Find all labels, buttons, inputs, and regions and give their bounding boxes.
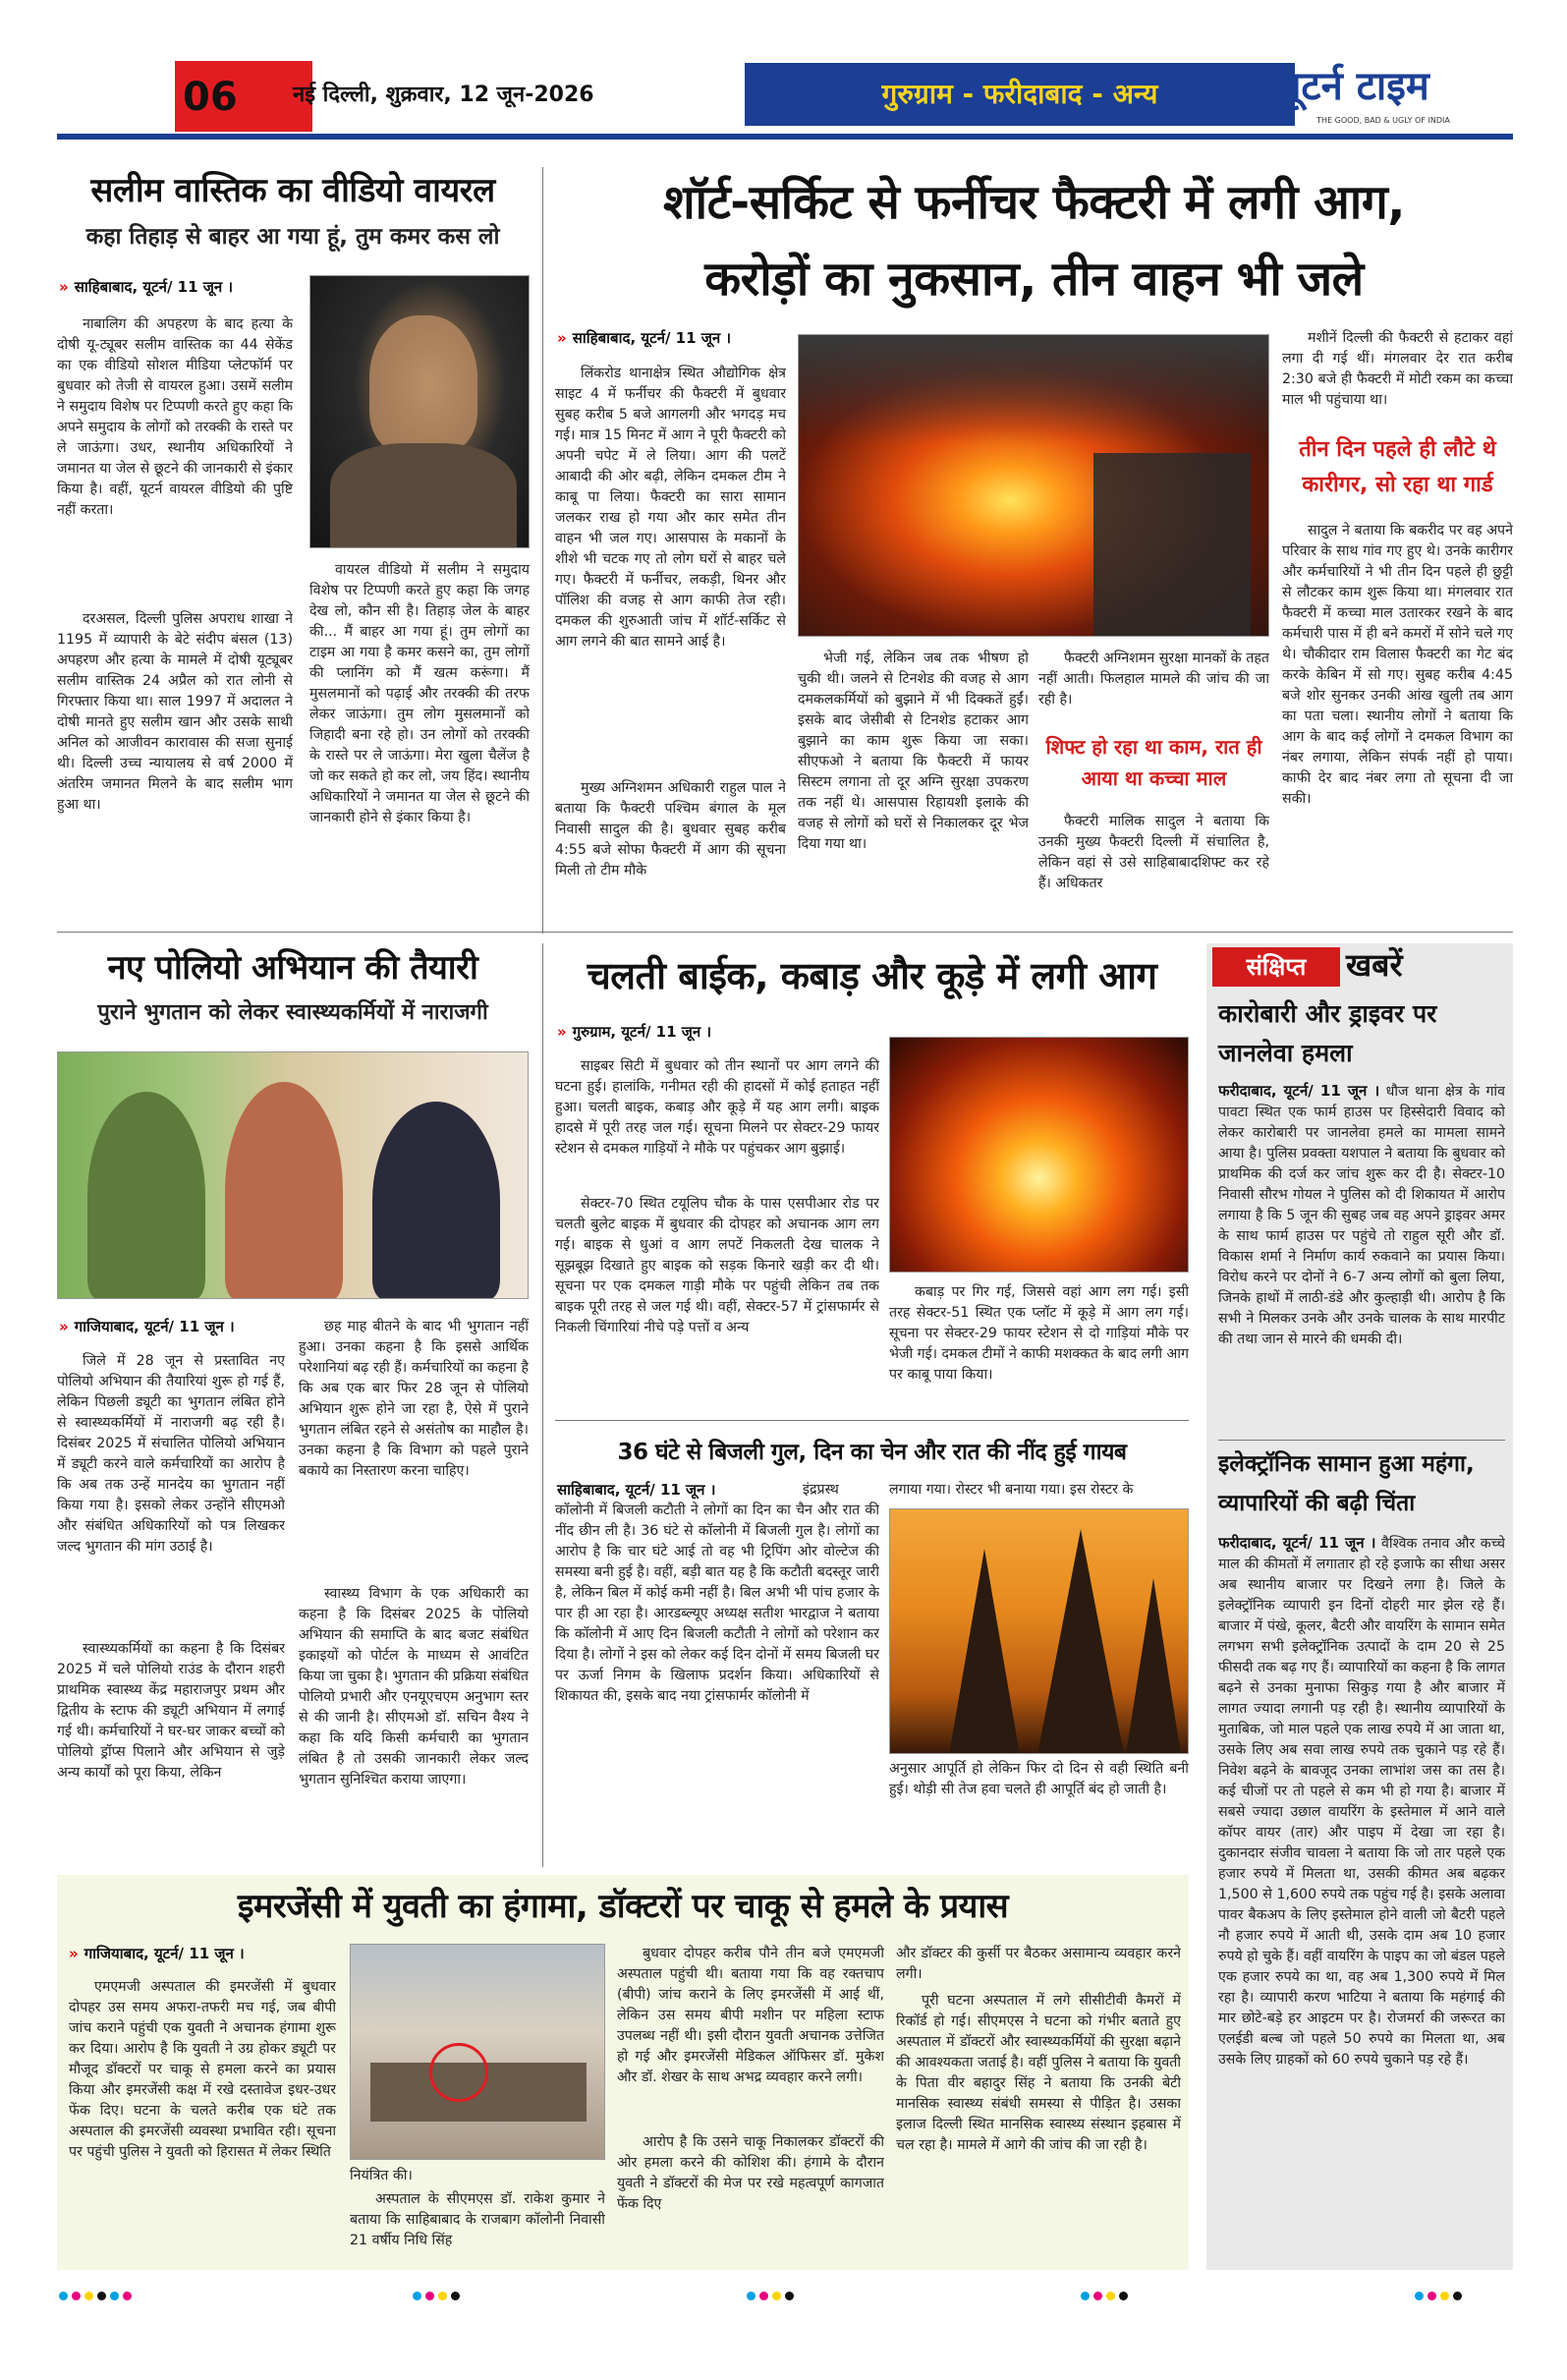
dateline: नई दिल्ली, शुक्रवार, 12 जून-2026 [293, 83, 594, 107]
story6-col3: बुधवार दोपहर करीब पौने तीन बजे एमएमजी अस्पताल पहुंची थी। बताया गया कि वह रक्तचाप (बीपी) जांच कराने के लिए इमरजेंसी में आई थीं, लेकिन उस समय बीपी मशीन पर महिला स्टाफ उपलब्ध नहीं थी। इसी दौरान युवती अचानक उत्तेजित हो गई और इमरजेंसी मेडिकल ऑफिसर डॉ. मुकेश और डॉ. शेखर के साथ अभद्र व्यवहार करने लगी। [617, 1946, 884, 2085]
story1-headline: सलीम वास्तिक का वीडियो वायरल [90, 171, 495, 210]
color-dot [451, 2292, 460, 2300]
story4-col2: कबाड़ पर गिर गई, जिससे वहां आग लग गई। इसी तरह सेक्टर-51 स्थित एक प्लॉट में कूड़े में आग लग गई। सूचना पर सेक्टर-29 फायर स्टेशन से दो गाड़ियां मौके पर भेजी गई। दमकल टीमों ने काफी मशक्कत के बाद लगी आग पर काबू पाया किया। [889, 1284, 1189, 1383]
story2-col4: मशीनें दिल्ली की फैक्टरी से हटाकर वहां लगा दी गई थीं। मंगलवार देर रात करीब 2:30 बजे ही फैक्टरी में मोटी रकम का कच्चा माल भी पहुंचाया था। [1282, 330, 1513, 408]
story6-cctv-photo [350, 1944, 605, 2160]
story1-col1: नाबालिग की अपहरण के बाद हत्या के दोषी यू-ट्यूबर सलीम वास्तिक का 44 सेकेंड का एक वीडियो सोशल मीडिया प्लेटफॉर्म पर बुधवार को तेजी से वायरल हुआ। उसमें सलीम ने समुदाय विशेष पर टिप्पणी करते हुए कहा कि अपने समुदाय के लोगों को तरक्की के रास्ते पर ले जाऊंगा। उधर, स्थानीय अधिकारियों ने जमानत या जेल से छूटने की जानकारी से इंकार किया है। वहीं, यूटर्न वायरल वीडियो की पुष्टि नहीं करता। [57, 316, 293, 518]
masthead [57, 57, 1513, 142]
story3-col2b: स्वास्थ्य विभाग के एक अधिकारी का कहना है कि दिसंबर 2025 के पोलियो अभियान की समाप्ति के बाद बजट संबंधित इकाइयों को पोर्टल के माध्यम से आवंटित किया जा चुका है। भुगतान की प्रक्रिया संबंधित पोलियो प्रभारी और एनयूएचएम अनुभाग स्तर से की जानी है। सीएमओ डॉ. सचिन वैश्य ने कहा कि यदि किसी कर्मचारी का भुगतान लंबित है तो उसकी जानकारी लेकर जल्द भुगतान सुनिश्चित कराया जाएगा। [299, 1586, 529, 1787]
story1-photo [309, 275, 530, 548]
masthead-bottom-rule [57, 134, 1513, 140]
story5-byline: साहिबाबाद, यूटर्न/ 11 जून । [557, 1481, 716, 1499]
color-dot [123, 2292, 132, 2300]
story2-byline: » साहिबाबाद, यूटर्न/ 11 जून । [557, 329, 732, 347]
sidebar-item1-text: फरीदाबाद, यूटर्न/ 11 जून । धौज थाना क्षेत्र के गांव पावटा स्थित एक फार्म हाउस पर हिस्सेदारी विवाद को लेकर कारोबारी पर जानलेवा हमले का मामला सामने आया है। पुलिस प्रवक्ता यशपाल ने बताया कि बुधवार को प्राथमिक की दर्ज कर जांच शुरू कर दी है। सेक्टर-10 निवासी सौरभ गोयल ने पुलिस को दी शिकायत में आरोप लगाया है कि 5 जून की सुबह जब वह अपने ड्राइवर अमर के साथ फार्म हाउस पर पहुंचे तो राहुल सूरी और डॉ. विकास शर्मा ने निर्माण कार्य रुकवाने का प्रयास किया। विरोध करने पर दोनों ने 6-7 अन्य लोगों को बुला लिया, जिनके हाथों में लाठी-डंडे और कुल्हाड़ी थी। आरोप है कि सभी ने मिलकर उनके और उनके चालक के साथ मारपीट की तथा जान से मारने की धमकी दी। [1218, 1082, 1505, 1347]
sidebar-divider [1218, 1440, 1505, 1441]
story3-col1: जिले में 28 जून से प्रस्तावित नए पोलियो अभियान की तैयारियां शुरू हो गई हैं, लेकिन पिछली ड्यूटी का भुगतान लंबित होने से स्वास्थ्यकर्मियों में नाराजगी बढ़ रही है। दिसंबर 2025 में संचालित पोलियो अभियान में ड्यूटी करने वाले कर्मचारियों का आरोप है कि अब तक उन्हें मानदेय का भुगतान नहीं किया गया है। इसको लेकर उन्होंने सीएमओ और संबंधित अधिकारियों को पत्र लिखकर जल्द भुगतान की मांग उठाई है। [57, 1353, 285, 1555]
person-shape [225, 1082, 343, 1299]
transmission-tower-icon [949, 1549, 1020, 1754]
sidebar-item2-text: फरीदाबाद, यूटर्न/ 11 जून । वैश्विक तनाव और कच्चे माल की कीमतों में लगातार हो रहे इजाफे का सीधा असर अब स्थानीय बाजार पर दिखने लगा है। जिले के इलेक्ट्रॉनिक व्यापारी इन दिनों दोहरी मार झेल रहे हैं। बाजार में पंखे, कूलर, बैटरी और वायरिंग के सामान समेत लगभग सभी इलेक्ट्रॉनिक उत्पादों के दाम 20 से 25 फीसदी तक बढ़ गए हैं। व्यापारियों का कहना है कि लागत बढ़ने से उनका मुनाफा सिकुड़ गया है और बाजार में लागत ज्यादा लगानी पड़ रही है। स्थानीय व्यापारियों के मुताबिक, जो माल पहले एक लाख रुपये में आ जाता था, उसके लिए अब सवा लाख रुपये तक चुकाने पड़ रहे हैं। निवेश बढ़ने के बावजूद उनका लाभांश जस का तस है। कई चीजों पर तो पहले से कम भी हो गया है। बाजार में सबसे ज्यादा उछाल वायरिंग के इस्तेमाल में आने वाले कॉपर वायर (तार) और पाइप में देखा जा रहा है। दुकानदार संजीव चावला ने बताया कि जो तार पहले एक हजार रुपये में मिलता था, उसकी कीमत अब बढ़कर 1,500 से 1,600 रुपये तक पहुंच गई है। इसके अलावा पावर बैकअप के लिए इस्तेमाल होने वाली जो बैटरी पहले नौ हजार रुपये में आती थी, उसके दाम अब 10 हजार रुपये हो चुके हैं। वहीं वायरिंग के पाइप का जो बंडल पहले एक हजार रुपये का था, वह अब 1,300 रुपये में मिल रहा है। व्यापारी करण भाटिया ने बताया कि महंगाई की मार छोटे-बड़े हर आइटम पर है। रोजमर्रा की जरूरत का एलईडी बल्ब जो पहले 50 रुपये का मिलता था, अब उसके लिए ग्राहकों को 60 रुपये चुकाने पड़ रहे हैं। [1218, 1534, 1505, 2068]
story6-col1: एमएमजी अस्पताल की इमरजेंसी में बुधवार दोपहर उस समय अफरा-तफरी मच गई, जब बीपी जांच कराने पहुंची एक युवती ने अचानक हंगामा शुरू कर दिया। आरोप है कि युवती ने उग्र होकर ड्यूटी पर मौजूद डॉक्टरों पर चाकू से हमला करने का प्रयास किया और इमरजेंसी कक्ष में रखे दस्तावेज इधर-उधर फेंक दिए। घटना के चलते करीब एक घंटे तक अस्पताल की इमरजेंसी व्यवस्था प्रभावित रही। सूचना पर पहुंची पुलिस ने युवती को हिरासत में लेकर स्थिति [69, 1979, 336, 2160]
story3-headline: नए पोलियो अभियान की तैयारी [107, 948, 478, 988]
smoke-shape [799, 335, 1269, 443]
story4-col1: साइबर सिटी में बुधवार को तीन स्थानों पर आग लगने की घटना हुई। हालांकि, गनीमत रही की हादसों में कोई हताहत नहीं हुआ। चलती बाइक, कबाड़ और कूड़े में यह आग लगी। बाइक हादसे में पूरी तरह जल गई। सूचना मिलने पर सेक्टर-29 फायर स्टेशन से दमकल गाड़ियों ने मौके पर पहुंचकर आग बुझाई। [555, 1058, 879, 1157]
color-dot [84, 2292, 93, 2300]
registration-marks-left [59, 2292, 132, 2300]
story6-col2: नियंत्रित की। [350, 2168, 413, 2183]
story1-col2: वायरल वीडियो में सलीम ने समुदाय विशेष पर टिप्पणी करते हुए कहा कि जगह देख लो, कौन सी है। तिहाड़ जेल के बाहर की... मैं बाहर आ गया हूं। तुम लोगों का टाइम आ गया है कमर कसने का, तुम लोगों की प्लानिंग को मैं खत्म करूंगा। मैं मुसलमानों को पढ़ाई और तरक्की की तरफ लेकर जाऊंगा। तुम लोग मुसलमानों को जिहादी बना रहे हो। उन लोगों को तरक्की के रास्ते पर ले जाऊंगा। मेरा खुला चैलेंज है जो कर सकते हो कर लो, जय हिंद। स्थानीय अधिकारियों ने जमानत या जेल से छूटने की जानकारी होने से इंकार किया है। [309, 562, 530, 825]
story3-photo [57, 1051, 529, 1299]
sidebar-item1-headline: कारोबारी और ड्राइवर पर जानलेवा हमला [1218, 999, 1437, 1067]
color-dot [438, 2292, 447, 2300]
color-dot [413, 2292, 421, 2300]
story5-power-photo [889, 1508, 1189, 1754]
transmission-tower-icon [1037, 1529, 1124, 1754]
color-dot [785, 2292, 794, 2300]
building-shape [1093, 453, 1251, 637]
column-divider [542, 167, 543, 934]
story6-headline: इमरजेंसी में युवती का हंगामा, डॉक्टरों पर चाकू से हमले के प्रयास [237, 1887, 1009, 1926]
story4-byline: » गुरुग्राम, यूटर्न/ 11 जून । [557, 1023, 712, 1041]
color-dot [1081, 2292, 1090, 2300]
section-divider [555, 1420, 1189, 1421]
color-dot [72, 2292, 81, 2300]
story6-col3b: आरोप है कि उसने चाकू निकालकर डॉक्टरों की ओर हमला करने की कोशिश की। हंगामे के दौरान युवती ने डॉक्टरों की मेज पर रखे महत्वपूर्ण कागजात फेंक दिए [617, 2134, 884, 2212]
story5-col2b: अनुसार आपूर्ति हो लेकिन फिर दो दिन से वही स्थिति बनी हुई। थोड़ी सी तेज हवा चलते ही आपूर्ति बंद हो जाती है। [889, 1761, 1189, 1797]
story1-subhead: कहा तिहाड़ से बाहर आ गया हूं, तुम कमर कस लो [85, 224, 500, 250]
color-dot [59, 2292, 68, 2300]
color-dot [1119, 2292, 1128, 2300]
story5-col1: इंद्रप्रस्थ कॉलोनी में बिजली कटौती ने लोगों का दिन का चैन और रात की नींद छीन ली है। 36 घंटे से कॉलोनी में बिजली गुल है। लोगों का आरोप है कि चार घंटे आई तो वह भी ट्रिपिंग ओर वोल्टेज की समस्या बनी हुई है। वहीं, बड़ी बात यह है कि कटौती बदस्तूर जारी है, लेकिन बिल में कोई कमी नहीं है। बिल अभी भी पांच हजार के पार ही आ रहा है। आरडब्ल्यूए अध्यक्ष सतीश भारद्वाज ने बताया कि कॉलोनी में आए दिन बिजली कटौती ने लोगों को परेशान कर दिया है। लोगों ने इस को लेकर कई दिन दोनों में समय बिजली घर पर ऊर्जा निगम के खिलाफ प्रदर्शन किया। अधिकारियों से शिकायत की, इसके बाद नया ट्रांसफार्मर कॉलोनी में [555, 1482, 879, 1704]
story2-col3: फैक्टरी अग्निशमन सुरक्षा मानकों के तहत नहीं आती। फिलहाल मामले की जांच की जा रही है। [1038, 651, 1269, 708]
section-title: गुरुग्राम - फरीदाबाद - अन्य [881, 78, 1158, 110]
section-divider [57, 932, 1513, 933]
story2-red-callout: शिफ्ट हो रहा था काम, रात ही आया था कच्चा माल [1045, 735, 1262, 790]
story2-col1b: मुख्य अग्निशमन अधिकारी राहुल पाल ने बताया कि फैक्टरी पश्चिम बंगाल के मूल निवासी सादुल की है। बुधवार सुबह करीब 4:55 बजे सोफा फैक्टरी में आग की सूचना मिली तो टीम मौके [555, 780, 786, 878]
story6-col4: और डॉक्टर की कुर्सी पर बैठकर असामान्य व्यवहार करने लगी। [896, 1946, 1181, 1982]
color-dot [1093, 2292, 1102, 2300]
story2-red-subhead: तीन दिन पहले ही लौटे थे कारीगर, सो रहा था गार्ड [1299, 437, 1496, 497]
color-dot [1106, 2292, 1115, 2300]
story4-col1b: सेक्टर-70 स्थित टयूलिप चौक के पास एसपीआर रोड पर चलती बुलेट बाइक में बुधवार की दोपहर को अचानक आग लग गई। बाइक से धुआं व आग लपटें निकलती देख चालक ने सूझबूझ दिखाते हुए बाइक को सड़क किनारे खड़ी कर दी थी। सूचना पर एक दमकल गाड़ी मौके पर पहुंची लेकिन तब तक बाइक पूरी तरह से जल गई थी। वहीं, सेक्टर-57 में ट्रांसफार्मर से निकली चिंगारियां नीचे पड़े पत्तों व अन्य [555, 1196, 879, 1335]
registration-marks-right [1415, 2292, 1462, 2300]
person-silhouette-icon [369, 315, 477, 453]
story3-col2: छह माह बीतने के बाद भी भुगतान नहीं हुआ। उनका कहना है कि इससे आर्थिक परेशानियां बढ़ रही हैं। कर्मचारियों का कहना है कि अब एक बार फिर 28 जून से पोलियो अभियान शुरू होने जा रहा है, ऐसे में पुराने भुगतान लंबित रहने से असंतोष का माहौल है। उनका कहना है कि विभाग को पहले पुराने बकाये का निस्तारण करना चाहिए। [299, 1319, 529, 1479]
brand-logo: यूटर्न टाइम [1278, 64, 1429, 109]
story3-subhead: पुराने भुगतान को लेकर स्वास्थ्यकर्मियों में नाराजगी [97, 1000, 488, 1025]
shirt-shape [330, 443, 517, 548]
color-dot [1453, 2292, 1462, 2300]
brand-tagline: THE GOOD, BAD & UGLY OF INDIA [1316, 116, 1450, 125]
registration-marks-center-right [1081, 2292, 1128, 2300]
highlight-circle [429, 2043, 488, 2102]
story1-col1b: दरअसल, दिल्ली पुलिस अपराध शाखा ने 1195 में व्यापारी के बेटे संदीप बंसल (13) अपहरण और हत्या के मामले में दोषी यूट्यूबर सलीम वास्तिक 24 अप्रैल को रात लोनी से गिरफ्तार किया था। साल 1997 में अदालत ने दोषी मानते हुए सलीम खान और उसके साथी अनिल को आजीवन कारावास की सजा सुनाई थी। दिल्ली उच्च न्यायालय से वर्ष 2000 में अंतरिम जमानत मिलने के बाद सलीम भाग हुआ था। [57, 611, 293, 813]
color-dot [759, 2292, 768, 2300]
story2-col4b: सादुल ने बताया कि बकरीद पर वह अपने परिवार के साथ गांव गए हुए थे। उनके कारीगर और कर्मचारियों ने भी तीन दिन पहले ही छुट्टी से लौटकर काम शुरू किया था। मंगलवार रात फैक्टरी में कच्चा माल उतारकर रखने के बाद कर्मचारी पास में ही बने कमरों में सोने चले गए थे। चौकीदार राम विलास फैक्टरी का गेट बंद करके केबिन में सो गए। सुबह करीब 4:45 बजे शोर सुनकर उनकी आंख खुली तब आग का पता चला। स्थानीय लोगों ने बताया कि आग के बाद कई लोगों ने दमकल विभाग का नंबर लगाया, लेकिन संपर्क नहीं हो पाया। काफी देर बाद नंबर लगा तो सूचना दी जा सकी। [1282, 523, 1513, 807]
column-divider [542, 943, 543, 1867]
story2-headline-line1: शॉर्ट-सर्किट से फर्नीचर फैक्टरी में लगी आग, [663, 175, 1405, 230]
story4-headline: चलती बाईक, कबाड़ और कूड़े में लगी आग [587, 954, 1157, 997]
sidebar-item2-headline: इलेक्ट्रॉनिक सामान हुआ महंगा, व्यापारियों की बढ़ी चिंता [1218, 1451, 1475, 1516]
story5-headline: 36 घंटे से बिजली गुल, दिन का चेन और रात की नींद हुई गायब [617, 1440, 1127, 1465]
story4-fire-photo [889, 1037, 1189, 1273]
transmission-tower-icon [1126, 1578, 1181, 1754]
story2-headline-line2: करोड़ों का नुकसान, तीन वाहन भी जले [704, 252, 1364, 307]
registration-marks-center-left [413, 2292, 460, 2300]
story3-col1b: स्वास्थ्यकर्मियों का कहना है कि दिसंबर 2025 में चले पोलियो राउंड के दौरान शहरी प्राथमिक स्वास्थ्य केंद्र महाराजपुर प्रथम और द्वितीय के स्टाफ की ड्यूटी अभियान में लगाई गई थी। कर्मचारियों ने घर-घर जाकर बच्चों को पोलियो ड्रॉप्स पिलाने और अभियान से जुड़े अन्य कार्यों को पूरा किया, लेकिन [57, 1641, 285, 1781]
story6-col2b: अस्पताल के सीएमएस डॉ. राकेश कुमार ने बताया कि साहिबाबाद के राजबाग कॉलोनी निवासी 21 वर्षीय निधि सिंह [350, 2191, 605, 2248]
person-shape [87, 1092, 205, 1299]
color-dot [747, 2292, 756, 2300]
page-number: 06 [183, 75, 238, 120]
story6-byline: » गाजियाबाद, यूटर्न/ 11 जून । [69, 1945, 245, 1962]
sidebar-label-right: खबरें [1346, 946, 1403, 984]
story2-col3b: फैक्टरी मालिक सादुल ने बताया कि उनकी मुख्य फैक्टरी दिल्ली में संचालित है, लेकिन वहां से उसे साहिबाबादशिफ्ट कर रहे हैं। अधिकतर [1038, 814, 1269, 891]
color-dot [772, 2292, 781, 2300]
color-dot [1440, 2292, 1449, 2300]
story6-col4b: पूरी घटना अस्पताल में लगे सीसीटीवी कैमरों में रिकॉर्ड हो गई। सीएमएस ने घटना को गंभीर बताते हुए अस्पताल में डॉक्टरों और स्वास्थ्यकर्मियों की सुरक्षा बढ़ाने की आवश्यकता जताई है। वहीं पुलिस ने बताया कि युवती के पिता वीर बहादुर सिंह ने बताया कि उनकी बेटी मानसिक स्वास्थ्य संबंधी समस्या से पीड़ित है। उसका इलाज दिल्ली स्थित मानसिक स्वास्थ्य संस्थान इहबास में चल रहा है। मामले में आगे की जांच की जा रही है। [896, 1993, 1181, 2153]
story2-col1: लिंकरोड थानाक्षेत्र स्थित औद्योगिक क्षेत्र साइट 4 में फर्नीचर की फैक्टरी में बुधवार सुबह करीब 5 बजे आगलगी और भगदड़ मच गई। मात्र 15 मिनट में आग ने पूरी फैक्टरी को अपनी चपेट में ले लिया। आग की पलटें आबादी की ओर बढ़ी, लेकिन दमकल टीम ने काबू पा लिया। फैक्टरी का सारा सामान जलकर राख हो गया और कार समेत तीन वाहन भी जल गए। आसपास के मकानों के शीशे भी चटक गए तो लोग घरों से बाहर चले गए। फैक्टरी में फर्नीचर, लकड़ी, थिनर और पॉलिश की वजह से आग काफी तेज रही। दमकल की शुरुआती जांच में शॉर्ट-सर्किट से आग लगने की बात सामने आई है। [555, 366, 786, 650]
registration-marks-center [747, 2292, 794, 2300]
color-dot [1415, 2292, 1424, 2300]
story2-col2: भेजी गई, लेकिन जब तक भीषण हो चुकी थी। जलने से टिनशेड की वजह से आग दमकलकर्मियों को बुझाने में भी दिक्कतें हुईं। इसके बाद जेसीबी से टिनशेड हटाकर आग बुझाने का काम शुरू किया जा सका। सीएफओ ने बताया कि फैक्टरी में फायर सिस्टम लगाना तो दूर अग्नि सुरक्षा उपकरण तक नहीं थे। आसपास रिहायशी इलाके की वजह से लोगों को घरों से निकालकर दूर भेज दिया गया था। [798, 651, 1029, 852]
color-dot [97, 2292, 106, 2300]
sidebar-label-left: संक्षिप्त [1246, 953, 1307, 981]
color-dot [110, 2292, 119, 2300]
story1-byline: » साहिबाबाद, यूटर्न/ 11 जून । [59, 278, 234, 296]
story2-fire-photo [798, 334, 1269, 637]
story5-col2: लगाया गया। रोस्टर भी बनाया गया। इस रोस्टर के [889, 1482, 1134, 1498]
person-shape [372, 1102, 500, 1299]
story3-byline: » गाजियाबाद, यूटर्न/ 11 जून । [59, 1318, 235, 1335]
color-dot [1427, 2292, 1436, 2300]
color-dot [425, 2292, 434, 2300]
